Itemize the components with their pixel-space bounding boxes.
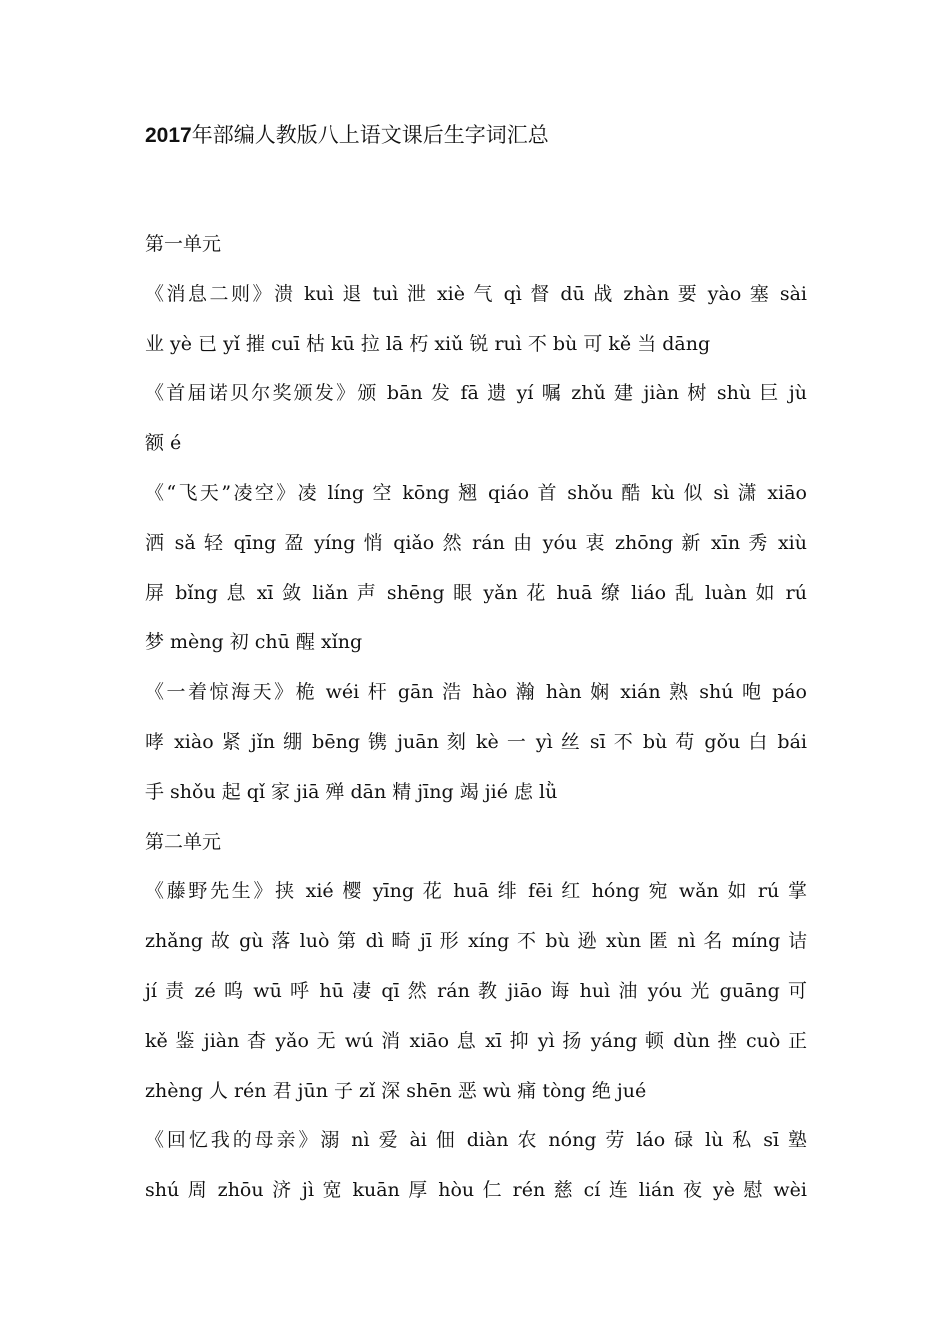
text-line: zhǎng 故 gù 落 luò 第 dì 畸 jī 形 xíng 不 bù 逊 xùn 匿 nì 名 míng 诘 — [145, 930, 807, 953]
vocabulary-list — [145, 220, 807, 1216]
title-text: 年部编人教版八上语文课后生字词汇总 — [191, 123, 549, 147]
text-line: 业 yè 已 yǐ 摧 cuī 枯 kū 拉 lā 朽 xiǔ 锐 ruì 不 bù 可 kě 当 dāng — [145, 332, 711, 355]
text-line: zhèng 人 rén 君 jūn 子 zǐ 深 shēn 恶 wù 痛 tòng 绝 jué — [145, 1079, 647, 1102]
text-line: 洒 sǎ 轻 qīng 盈 yíng 悄 qiǎo 然 rán 由 yóu 衷 zhōng 新 xīn 秀 xiù — [145, 531, 807, 554]
text-line: 《消息二则》溃 kuì 退 tuì 泄 xiè 气 qì 督 dū 战 zhàn 要 yào 塞 sài — [145, 282, 807, 305]
text-line: 哮 xiào 紧 jǐn 绷 bēng 镌 juān 刻 kè 一 yì 丝 sī 不 bù 苟 gǒu 白 bái — [145, 730, 807, 753]
text-line: shú 周 zhōu 济 jì 宽 kuān 厚 hòu 仁 rén 慈 cí 连 lián 夜 yè 慰 wèi — [145, 1179, 807, 1202]
text-line: 梦 mèng 初 chū 醒 xǐng — [145, 631, 363, 654]
text-line: 《藤野先生》挟 xié 樱 yīng 花 huā 绯 fēi 红 hóng 宛 wǎn 如 rú 掌 — [145, 880, 807, 903]
unit-heading: 第二单元 — [145, 830, 222, 853]
text-line: 《“飞天”凌空》凌 líng 空 kōng 翘 qiáo 首 shǒu 酷 kù 似 sì 潇 xiāo — [145, 481, 807, 504]
unit-heading: 第一单元 — [145, 233, 222, 255]
text-line: jí 责 zé 呜 wū 呼 hū 凄 qī 然 rán 教 jiāo 诲 huì 油 yóu 光 guāng 可 — [145, 979, 807, 1002]
text-line: 《首届诺贝尔奖颁发》颁 bān 发 fā 遗 yí 嘱 zhǔ 建 jiàn 树 shù 巨 jù — [145, 382, 807, 405]
text-line: 额 é — [145, 432, 182, 455]
document-title — [145, 120, 549, 151]
text-line: 屏 bǐng 息 xī 敛 liǎn 声 shēng 眼 yǎn 花 huā 缭 liáo 乱 luàn 如 rú — [145, 581, 807, 604]
title-year: 2017 — [145, 124, 192, 147]
text-line: 《一着惊海天》桅 wéi 杆 gān 浩 hào 瀚 hàn 娴 xián 熟 shú 咆 páo — [145, 681, 807, 704]
text-line: kě 鉴 jiàn 杳 yǎo 无 wú 消 xiāo 息 xī 抑 yì 扬 yáng 顿 dùn 挫 cuò 正 — [145, 1029, 807, 1052]
text-line: 手 shǒu 起 qǐ 家 jiā 殚 dān 精 jīng 竭 jié 虑 lǜ — [145, 780, 558, 803]
text-line: 《回忆我的母亲》溺 nì 爱 ài 佃 diàn 农 nóng 劳 láo 碌 lù 私 sī 塾 — [145, 1129, 807, 1152]
